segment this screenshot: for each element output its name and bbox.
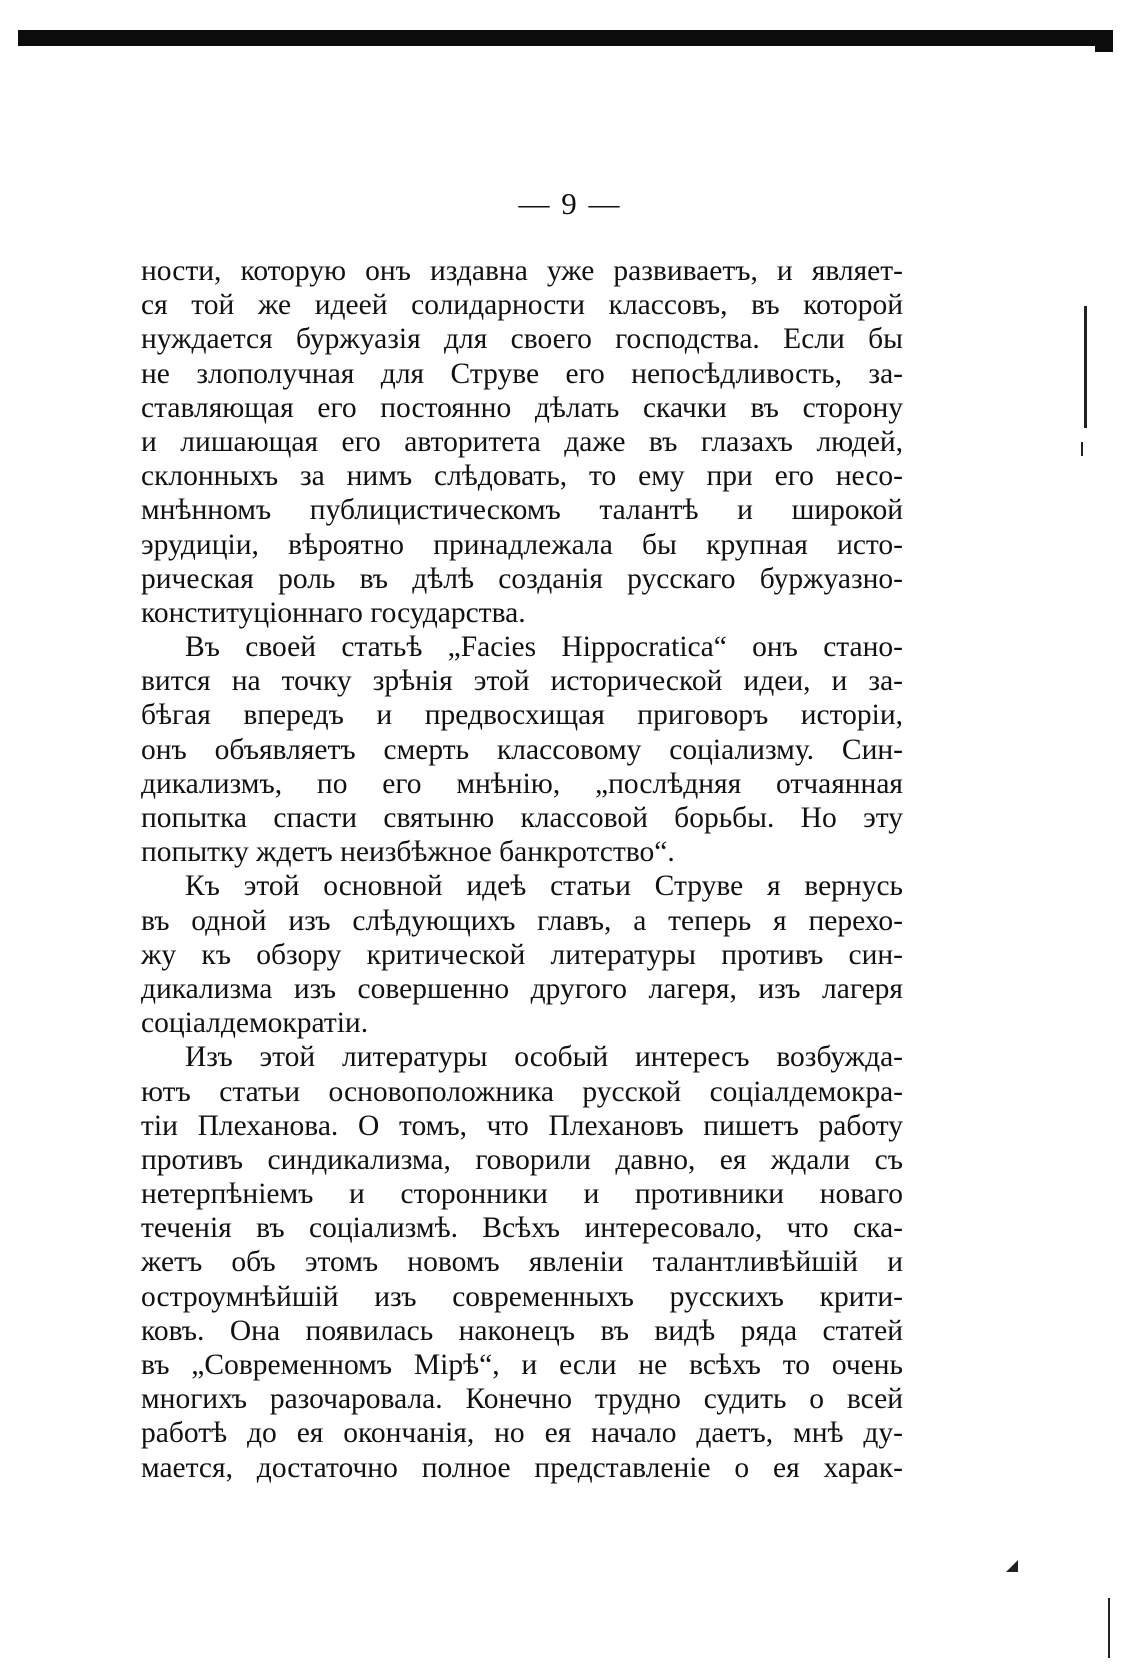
margin-scan-mark: [1084, 306, 1087, 428]
text-line: попытка спасти святыню классовой борьбы. Но эту: [141, 802, 903, 834]
text-line: дикализма изъ совершенно другого лагеря, изъ лагеря: [141, 972, 903, 1005]
paragraph-4: [141, 1040, 903, 1484]
text-line: ставляющая его постоянно дѣлать скачки въ сторону: [141, 391, 903, 424]
corner-scan-mark: [1006, 1560, 1018, 1572]
text-line: нуждается буржуазія для своего господства. Если бы: [141, 323, 903, 356]
text-line: и лишающая его авторитета даже въ глазахъ людей,: [141, 425, 903, 458]
text-line: дикализмъ, по его мнѣнію, „послѣдняя отчаянная: [141, 767, 903, 800]
text-line: соціалдемократіи.: [141, 1007, 369, 1040]
text-line: склонныхъ за нимъ слѣдовать, то ему при его несо-: [141, 460, 903, 493]
text-line: ности, которую онъ издавна уже развиваетъ, и являет-: [141, 255, 903, 287]
body-text: [141, 254, 903, 1485]
text-line: тіи Плеханова. О томъ, что Плехановъ пишетъ работу: [141, 1109, 903, 1142]
text-line: онъ объявляетъ смерть классовому соціализму. Син-: [141, 733, 903, 766]
text-line: нетерпѣніемъ и сторонники и противники новаго: [141, 1178, 903, 1211]
text-line: ся той же идеей солидарности классовъ, въ которой: [141, 289, 903, 322]
top-page-rule: [18, 30, 1113, 46]
text-line: мнѣнномъ публицистическомъ талантѣ и широкой: [141, 494, 903, 527]
text-line: жетъ объ этомъ новомъ явленіи талантливѣйшій и: [141, 1246, 903, 1279]
text-line: остроумнѣйшій изъ современныхъ русскихъ крити-: [141, 1280, 903, 1313]
page-number: — 9 —: [518, 186, 622, 221]
margin-scan-mark: [1108, 1598, 1110, 1658]
margin-scan-mark: [1081, 442, 1083, 456]
paragraph-3: [141, 869, 903, 1040]
text-line: противъ синдикализма, говорили давно, ея ждали съ: [141, 1143, 903, 1176]
text-line: мается, достаточно полное представленіе о ея харак-: [141, 1451, 903, 1484]
text-line: въ одной изъ слѣдующихъ главъ, а теперь я перехо-: [141, 904, 903, 937]
paragraph-2: [141, 630, 903, 869]
text-line: бѣгая впередъ и предвосхищая приговоръ исторіи,: [141, 699, 903, 732]
text-line: ковъ. Она появилась наконецъ въ видѣ ряда статей: [141, 1314, 903, 1347]
paragraph-1: [141, 254, 903, 630]
text-line: теченія въ соціализмѣ. Всѣхъ интересовало, что ска-: [141, 1212, 903, 1245]
text-line: вится на точку зрѣнія этой исторической идеи, и за-: [141, 665, 903, 698]
text-line: не злополучная для Струве его непосѣдливость, за-: [141, 357, 903, 390]
text-line: рическая роль въ дѣлѣ созданія русскаго буржуазно-: [141, 562, 903, 595]
text-line: Къ этой основной идеѣ статьи Струве я вернусь: [185, 870, 903, 903]
text-line: работѣ до ея окончанія, но ея начало даетъ, мнѣ ду-: [141, 1417, 903, 1450]
text-line: многихъ разочаровала. Конечно трудно судить о всей: [141, 1383, 903, 1416]
text-line: жу къ обзору критической литературы противъ син-: [141, 938, 903, 971]
top-rule-notch: [1095, 40, 1113, 52]
text-line: въ „Современномъ Мірѣ“, и если не всѣхъ то очень: [141, 1349, 903, 1381]
text-line: Въ своей статьѣ „Facies Hippocratica“ онъ стано-: [185, 631, 903, 664]
text-line: конституціоннаго государства.: [141, 596, 526, 629]
text-line: эрудиціи, вѣроятно принадлежала бы крупная исто-: [141, 528, 903, 561]
text-line: попытку ждетъ неизбѣжное банкротство“.: [141, 836, 675, 869]
text-line: ютъ статьи основоположника русской соціалдемокра-: [141, 1075, 903, 1108]
text-line: Изъ этой литературы особый интересъ возбужда-: [185, 1041, 903, 1074]
